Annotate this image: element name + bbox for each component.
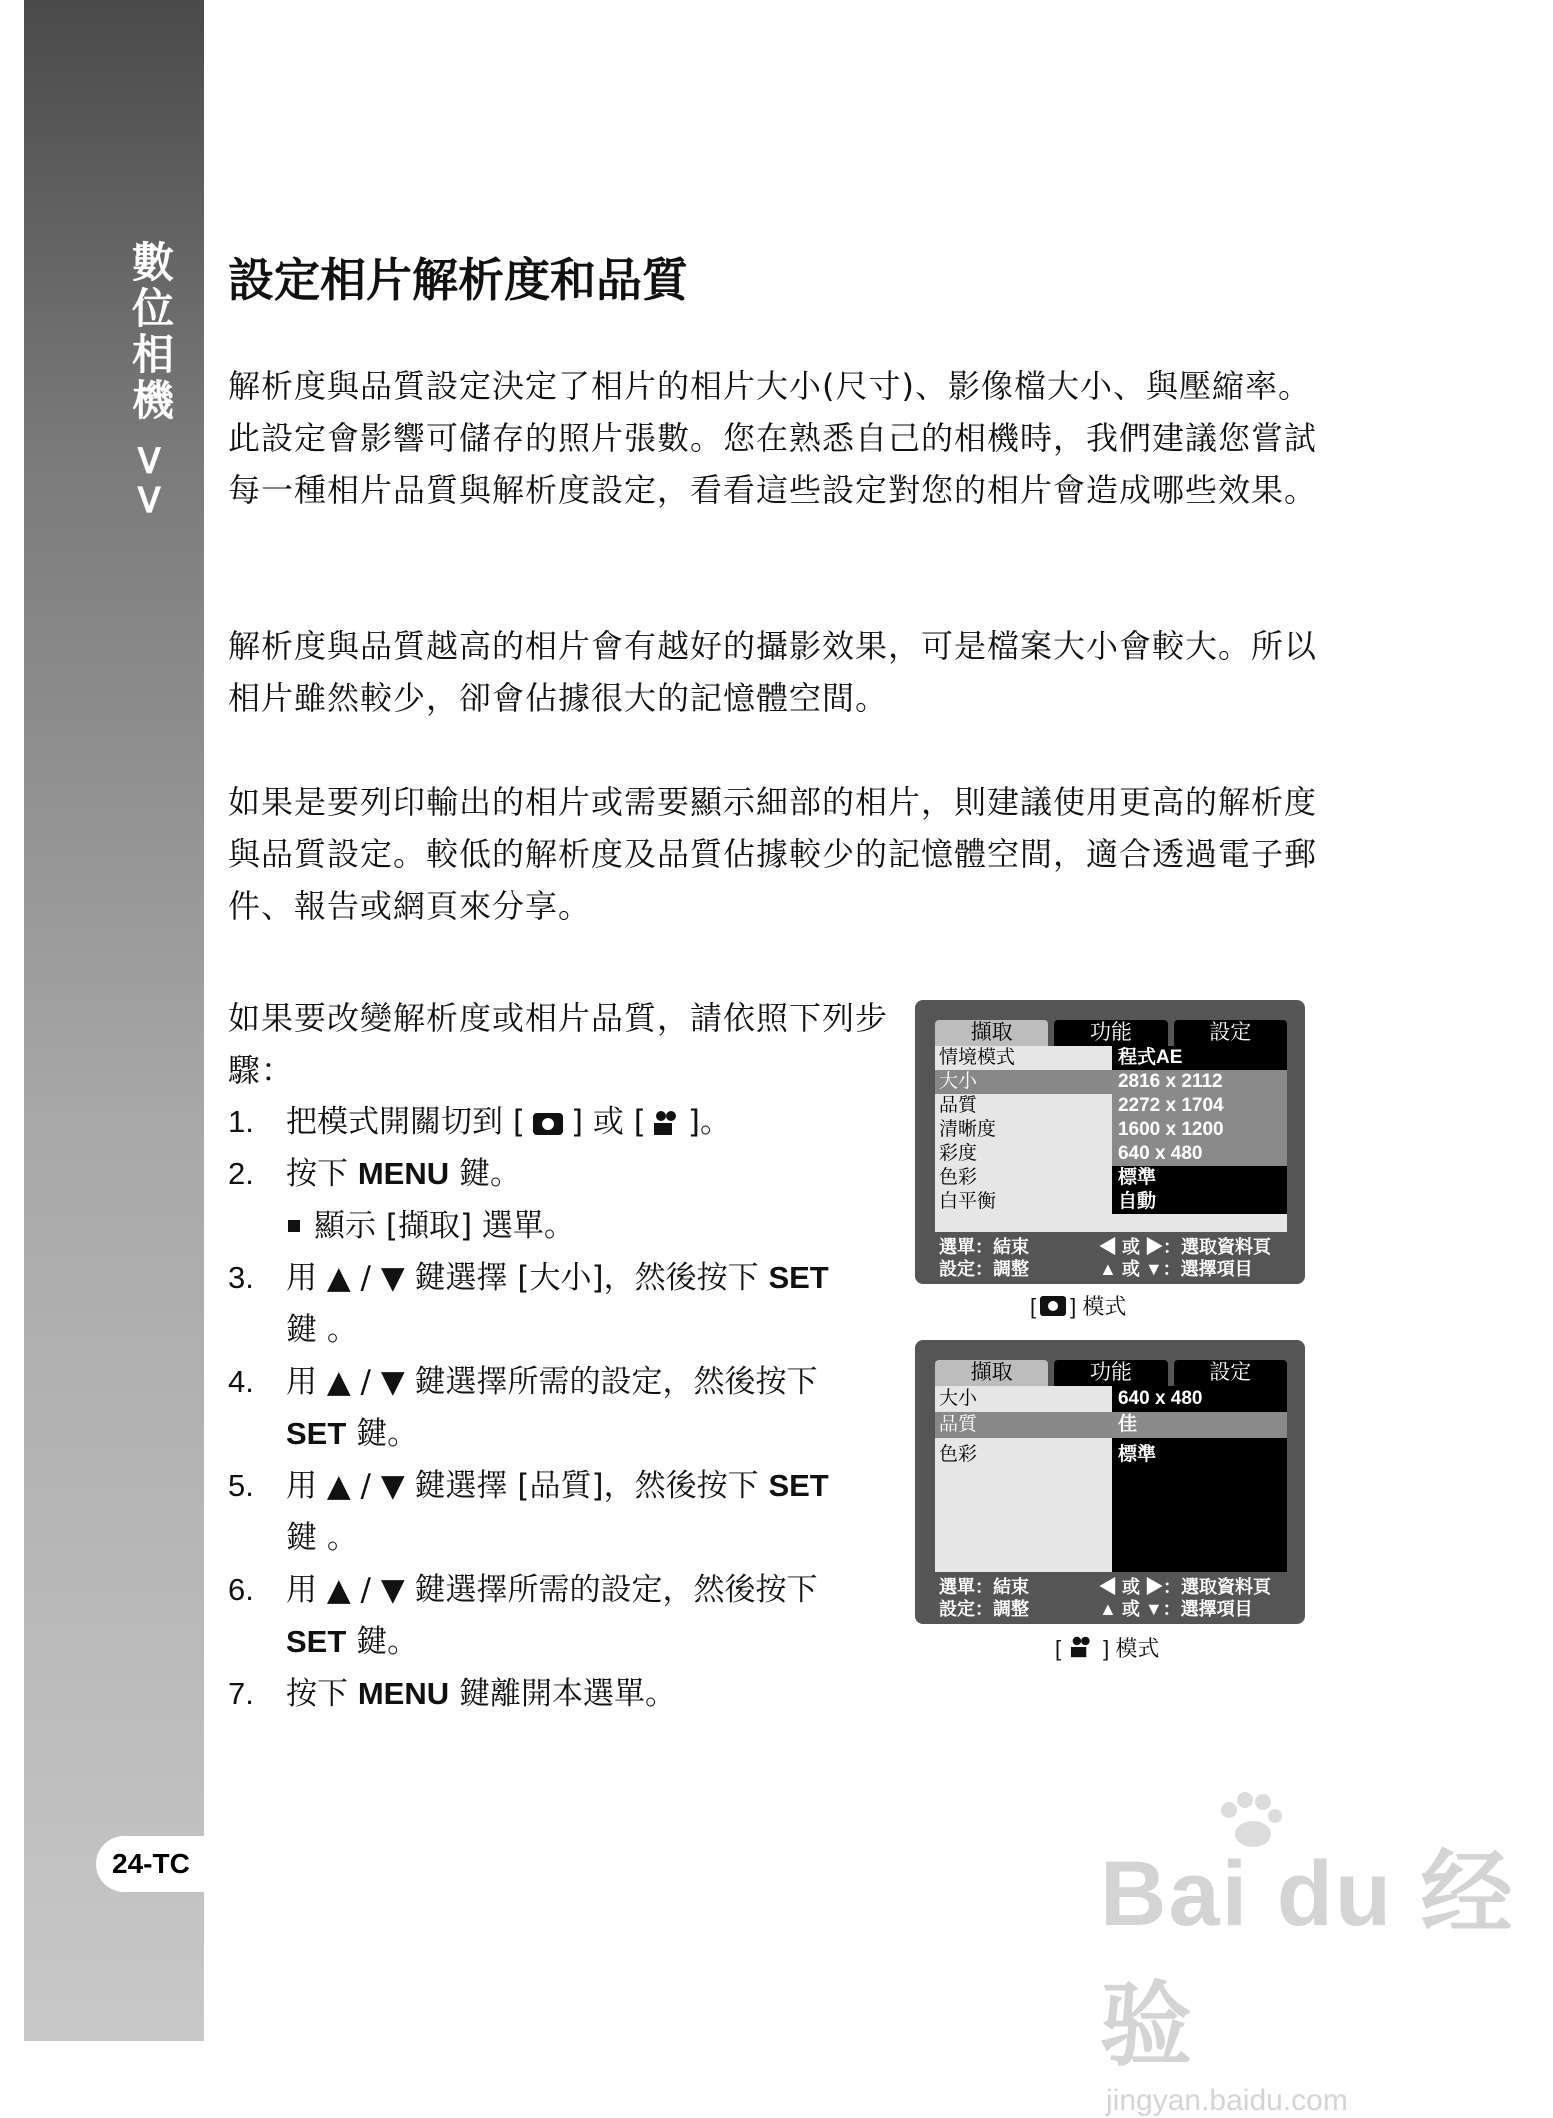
screen-caption-still: [ ] 模式 (1030, 1294, 1127, 1319)
menu-row: 品質 2272 x 1704 (935, 1094, 1287, 1118)
screen-caption-video: [ ] 模式 (1055, 1636, 1160, 1661)
watermark (1100, 1820, 1553, 2118)
camera-menu-screen-video (915, 1340, 1305, 1624)
menu-row: 色彩 標準 (935, 1438, 1287, 1572)
paragraph-2: 解析度與品質越高的相片會有越好的攝影效果，可是檔案大小會較大。所以相片雖然較少，卻會佔據很大的記憶體空間。 (228, 627, 1318, 717)
bullet-icon (288, 1220, 300, 1232)
menu-row: 清晰度 1600 x 1200 (935, 1118, 1287, 1142)
video-icon (654, 1111, 680, 1135)
step-7: 7. 按下 MENU 鍵離開本選單。 (228, 1676, 676, 1712)
menu-row: 情境模式 程式AE (935, 1046, 1287, 1070)
step-3: 3. 用 ▲ / ▼ 鍵選擇 [大小]，然後按下 SET 鍵 。 (228, 1260, 829, 1348)
step-2-note: 顯示 [擷取] 選單。 (228, 1200, 888, 1252)
tab-function: 功能 (1054, 1360, 1167, 1386)
camera-menu-screen-still (915, 1000, 1305, 1284)
camera-icon (533, 1113, 563, 1135)
tab-setup: 設定 (1174, 1360, 1287, 1386)
step-1: 1. 把模式開關切到 [ ] 或 [ ]。 (228, 1104, 731, 1140)
watermark-url: jingyan.baidu.com (1106, 2084, 1348, 2117)
step-2: 2. 按下 MENU 鍵。 (228, 1156, 521, 1192)
step-5: 5. 用 ▲ / ▼ 鍵選擇 [品質]，然後按下 SET 鍵 。 (228, 1468, 829, 1556)
page-title: 設定相片解析度和品質 (228, 253, 688, 307)
paragraph-1: 解析度與品質設定決定了相片的相片大小(尺寸)、影像檔大小、與壓縮率。此設定會影響可儲存的照片張數。您在熟悉自己的相機時，我們建議您嘗試每一種相片品質與解析度設定，看看這些設定對您的相片會造成哪些效果。 (228, 367, 1318, 509)
tab-capture: 擷取 (935, 1020, 1048, 1046)
steps-list (228, 1096, 888, 1720)
step-4: 4. 用 ▲ / ▼ 鍵選擇所需的設定，然後按下 SET 鍵。 (228, 1364, 818, 1452)
page-number: 24-TC (96, 1836, 208, 1892)
tab-setup: 設定 (1174, 1020, 1287, 1046)
screen-footer: 選單：結束 ◀ 或 ▶：選取資料頁 設定：調整 ▲ 或 ▼：選擇項目 (939, 1237, 1272, 1279)
menu-row: 大小 640 x 480 (935, 1386, 1287, 1412)
tab-function: 功能 (1054, 1020, 1167, 1046)
menu-row: 白平衡 自動 (935, 1190, 1287, 1214)
menu-row: 彩度 640 x 480 (935, 1142, 1287, 1166)
menu-row-selected: 品質 佳 (935, 1412, 1287, 1438)
steps-intro: 如果要改變解析度或相片品質，請依照下列步驟： (228, 999, 889, 1089)
menu-row-selected: 大小 2816 x 2112 (935, 1070, 1287, 1094)
watermark-brand: Bai du 经验 (1100, 1843, 1515, 2077)
tab-capture: 擷取 (935, 1360, 1048, 1386)
section-label: 數位相機 >> (126, 240, 175, 522)
camera-icon (1040, 1296, 1066, 1316)
screen-footer: 選單：結束 ◀ 或 ▶：選取資料頁 設定：調整 ▲ 或 ▼：選擇項目 (939, 1577, 1272, 1619)
menu-row: 色彩 標準 (935, 1166, 1287, 1190)
paragraph-3: 如果是要列印輸出的相片或需要顯示細部的相片，則建議使用更高的解析度與品質設定。較低的解析度及品質佔據較少的記憶體空間，適合透過電子郵件、報告或網頁來分享。 (228, 783, 1318, 925)
step-6: 6. 用 ▲ / ▼ 鍵選擇所需的設定，然後按下 SET 鍵。 (228, 1572, 818, 1660)
video-icon (1071, 1637, 1093, 1657)
